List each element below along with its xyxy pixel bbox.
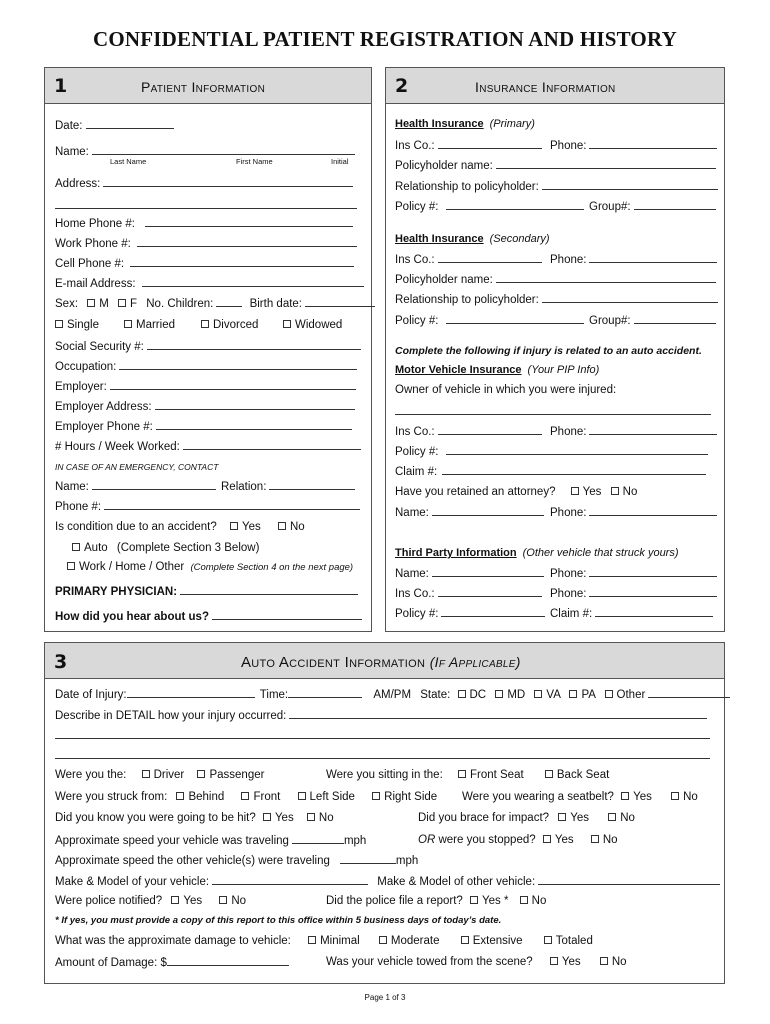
accident-no-label: No — [289, 521, 305, 533]
emergency-name-label: Name: — [55, 481, 89, 493]
primary-physician-field[interactable] — [180, 585, 358, 595]
group-label: Group#: — [589, 201, 631, 213]
speed-other-field[interactable] — [340, 854, 396, 864]
police-report-no-label: No — [531, 895, 547, 907]
phone-label: Phone: — [550, 568, 587, 580]
know-hit-no-label: No — [318, 812, 334, 824]
minimal-label: Minimal — [320, 935, 360, 947]
front-seat-checkbox[interactable] — [458, 770, 466, 778]
police-report-label: Did the police file a report? — [326, 895, 463, 907]
group-field-2[interactable] — [634, 314, 716, 324]
widowed-checkbox[interactable] — [283, 320, 291, 328]
know-hit-yes-label: Yes — [274, 812, 294, 824]
speed-you-field[interactable] — [292, 834, 344, 844]
police-report-yes-checkbox[interactable] — [470, 896, 478, 904]
address-line2-field[interactable] — [55, 199, 357, 209]
policy-label: Policy #: — [395, 315, 439, 327]
attorney-question: Have you retained an attorney? — [395, 486, 556, 498]
third-policy-field[interactable] — [441, 607, 545, 617]
attorney-no-checkbox[interactable] — [611, 487, 619, 495]
relationship-label: Relationship to policyholder: — [395, 294, 539, 306]
describe-field[interactable] — [289, 709, 707, 719]
third-phone-field-2[interactable] — [589, 587, 717, 597]
accident-question: Is condition due to an accident? — [55, 521, 217, 533]
seatbelt-no-label: No — [683, 791, 698, 803]
policy-field-1[interactable] — [446, 200, 584, 210]
attorney-yes-checkbox[interactable] — [571, 487, 579, 495]
email-label: E-mail Address: — [55, 278, 136, 290]
motor-vehicle-insurance-heading: Motor Vehicle Insurance — [395, 364, 522, 376]
ins-co-field-3[interactable] — [438, 425, 542, 435]
extensive-checkbox[interactable] — [461, 936, 469, 944]
auto-accident-note: Complete the following if injury is related to an auto accident. — [395, 345, 702, 357]
single-checkbox[interactable] — [55, 320, 63, 328]
extensive-label: Extensive — [472, 935, 523, 947]
damage-amount-field[interactable] — [167, 956, 289, 966]
seatbelt-label: Were you wearing a seatbelt? — [462, 791, 614, 803]
employer-field[interactable] — [110, 380, 356, 390]
last-name-caption: Last Name — [110, 157, 147, 166]
section-title — [241, 654, 521, 671]
know-hit-label: Did you know you were going to be hit? — [55, 812, 256, 824]
occupation-label: Occupation: — [55, 361, 117, 373]
work-home-other-label: Work / Home / Other — [79, 561, 185, 573]
driver-checkbox[interactable] — [142, 770, 150, 778]
seatbelt-no-checkbox[interactable] — [671, 792, 679, 800]
pip-label: (Your PIP Info) — [527, 364, 600, 376]
phone-label: Phone: — [550, 588, 587, 600]
employer-phone-label: Employer Phone #: — [55, 421, 153, 433]
emergency-phone-field[interactable] — [104, 500, 360, 510]
phone-label: Phone: — [550, 426, 587, 438]
auto-label: Auto — [84, 542, 108, 554]
damage-question: What was the approximate damage to vehicle: — [55, 935, 291, 947]
emergency-phone-label: Phone #: — [55, 501, 102, 513]
emergency-heading: IN CASE OF AN EMERGENCY, CONTACT — [55, 462, 219, 472]
state-pa-label: PA — [581, 689, 596, 701]
date-label: Date: — [55, 120, 83, 132]
driver-label: Driver — [153, 769, 185, 781]
make-model-field[interactable] — [212, 875, 368, 885]
attorney-no-label: No — [622, 486, 638, 498]
towed-yes-checkbox[interactable] — [550, 957, 558, 965]
married-label: Married — [136, 319, 175, 331]
make-model-label: Make & Model of your vehicle: — [55, 876, 210, 888]
make-model-other-label: Make & Model of other vehicle: — [377, 876, 536, 888]
towed-yes-label: Yes — [561, 956, 581, 968]
totaled-label: Totaled — [555, 935, 593, 947]
attorney-phone-field[interactable] — [589, 506, 717, 516]
married-checkbox[interactable] — [124, 320, 132, 328]
widowed-label: Widowed — [295, 319, 343, 331]
describe-label: Describe in DETAIL how your injury occurred: — [55, 710, 287, 722]
health-insurance-secondary-heading: Health Insurance — [395, 233, 484, 245]
police-report-no-checkbox[interactable] — [520, 896, 528, 904]
struck-from-label: Were you struck from: — [55, 791, 168, 803]
attorney-name-field[interactable] — [432, 506, 544, 516]
front-label: Front — [253, 791, 281, 803]
ssn-field[interactable] — [147, 340, 361, 350]
first-name-caption: First Name — [236, 157, 273, 166]
police-notified-label: Were police notified? — [55, 895, 163, 907]
police-yes-label: Yes — [183, 895, 203, 907]
sex-label: Sex: — [55, 298, 79, 310]
mph-label: mph — [395, 855, 419, 867]
policy-field-3[interactable] — [446, 445, 708, 455]
third-phone-field[interactable] — [589, 567, 717, 577]
brace-yes-label: Yes — [570, 812, 590, 824]
attorney-name-label: Name: — [395, 507, 429, 519]
right-side-checkbox[interactable] — [372, 792, 380, 800]
brace-no-checkbox[interactable] — [608, 813, 616, 821]
relationship-field-2[interactable] — [542, 293, 718, 303]
employer-phone-field[interactable] — [156, 420, 352, 430]
stopped-label: were you stopped? — [438, 834, 536, 846]
towed-no-label: No — [611, 956, 627, 968]
policyholder-field-1[interactable] — [496, 159, 716, 169]
sex-m-checkbox[interactable] — [87, 299, 95, 307]
accident-no-checkbox[interactable] — [278, 522, 286, 530]
work-home-other-checkbox[interactable] — [67, 562, 75, 570]
cell-phone-label: Cell Phone #: — [55, 258, 125, 270]
moderate-checkbox[interactable] — [379, 936, 387, 944]
auto-checkbox[interactable] — [72, 543, 80, 551]
policyholder-field-2[interactable] — [496, 273, 716, 283]
policyholder-label: Policyholder name: — [395, 274, 493, 286]
section-number: 3 — [54, 651, 68, 673]
emergency-relation-field[interactable] — [269, 480, 355, 490]
ins-co-label: Ins Co.: — [395, 140, 435, 152]
secondary-label: (Secondary) — [489, 233, 550, 245]
state-pa-checkbox[interactable] — [569, 690, 577, 698]
make-model-other-field[interactable] — [538, 875, 720, 885]
ampm-label: AM/PM — [373, 689, 412, 701]
sex-m-label: M — [99, 298, 109, 310]
auto-note: (Complete Section 3 Below) — [116, 542, 260, 554]
behind-label: Behind — [188, 791, 225, 803]
passenger-checkbox[interactable] — [197, 770, 205, 778]
front-checkbox[interactable] — [241, 792, 249, 800]
state-label: State: — [420, 689, 451, 701]
section-number: 2 — [395, 75, 409, 97]
policy-label: Policy #: — [395, 446, 439, 458]
ins-co-field-1[interactable] — [438, 139, 542, 149]
brace-no-label: No — [620, 812, 635, 824]
children-label: No. Children: — [146, 298, 214, 310]
emergency-relation-label: Relation: — [221, 481, 267, 493]
divorced-label: Divorced — [213, 319, 259, 331]
phone-label: Phone: — [550, 507, 587, 519]
totaled-checkbox[interactable] — [544, 936, 552, 944]
ssn-label: Social Security #: — [55, 341, 144, 353]
state-other-field[interactable] — [648, 688, 730, 698]
sex-f-checkbox[interactable] — [118, 299, 126, 307]
state-other-label: Other — [616, 689, 646, 701]
relationship-label: Relationship to policyholder: — [395, 181, 539, 193]
sitting-label: Were you sitting in the: — [326, 769, 443, 781]
primary-physician-label: PRIMARY PHYSICIAN: — [55, 586, 178, 598]
back-seat-checkbox[interactable] — [545, 770, 553, 778]
stopped-yes-label: Yes — [554, 834, 574, 846]
time-label: Time: — [259, 689, 289, 701]
employer-address-field[interactable] — [155, 400, 355, 410]
were-you-label: Were you the: — [55, 769, 127, 781]
claim-field[interactable] — [442, 465, 706, 475]
work-phone-field[interactable] — [137, 237, 357, 247]
group-field-1[interactable] — [634, 200, 716, 210]
phone-label: Phone: — [550, 254, 587, 266]
seatbelt-yes-label: Yes — [633, 791, 652, 803]
accident-yes-label: Yes — [241, 521, 261, 533]
third-ins-co-field[interactable] — [438, 587, 542, 597]
section-title-note: (If Applicable) — [429, 654, 521, 670]
cell-phone-field[interactable] — [130, 257, 354, 267]
single-label: Single — [67, 319, 99, 331]
ins-co-label: Ins Co.: — [395, 588, 435, 600]
page-number: Page 1 of 3 — [364, 993, 406, 1002]
sex-f-label: F — [130, 298, 138, 310]
state-dc-checkbox[interactable] — [458, 690, 466, 698]
policy-label: Policy #: — [395, 608, 439, 620]
emergency-name-field[interactable] — [92, 480, 216, 490]
children-field[interactable] — [216, 297, 242, 307]
work-note: (Complete Section 4 on the next page) — [190, 562, 354, 573]
know-hit-no-checkbox[interactable] — [307, 813, 315, 821]
policy-label: Policy #: — [395, 201, 439, 213]
section-header — [386, 68, 724, 104]
attorney-yes-label: Yes — [582, 486, 602, 498]
relationship-field-1[interactable] — [542, 180, 718, 190]
mph-label: mph — [343, 835, 367, 847]
third-name-field[interactable] — [432, 567, 544, 577]
birth-date-field[interactable] — [305, 297, 375, 307]
left-side-checkbox[interactable] — [298, 792, 306, 800]
section-title: Patient Information — [141, 79, 266, 95]
third-party-note: (Other vehicle that struck yours) — [522, 547, 679, 559]
towed-label: Was your vehicle towed from the scene? — [326, 956, 533, 968]
speed-you-label: Approximate speed your vehicle was traveling — [55, 835, 289, 847]
state-dc-label: DC — [469, 689, 487, 701]
brace-label: Did you brace for impact? — [418, 812, 550, 824]
claim-label: Claim #: — [550, 608, 593, 620]
state-va-checkbox[interactable] — [534, 690, 542, 698]
section-title-text: Auto Accident Information — [241, 654, 426, 671]
state-md-label: MD — [507, 689, 526, 701]
police-report-note: * If yes, you must provide a copy of this report to this office within 5 business days of today’s date. — [55, 915, 502, 926]
back-seat-label: Back Seat — [556, 769, 610, 781]
group-label: Group#: — [589, 315, 631, 327]
home-phone-field[interactable] — [145, 217, 353, 227]
date-field[interactable] — [86, 119, 174, 129]
third-name-label: Name: — [395, 568, 429, 580]
home-phone-label: Home Phone #: — [55, 218, 135, 230]
or-label: OR — [418, 834, 436, 846]
stopped-yes-checkbox[interactable] — [543, 835, 551, 843]
time-field[interactable] — [288, 688, 362, 698]
left-side-label: Left Side — [309, 791, 355, 803]
front-seat-label: Front Seat — [469, 769, 524, 781]
stopped-no-label: No — [602, 834, 618, 846]
stopped-no-checkbox[interactable] — [591, 835, 599, 843]
section-header — [45, 643, 724, 679]
address-label: Address: — [55, 178, 101, 190]
name-label: Name: — [55, 146, 89, 158]
work-phone-label: Work Phone #: — [55, 238, 131, 250]
know-hit-yes-checkbox[interactable] — [263, 813, 271, 821]
owner-label: Owner of vehicle in which you were injured: — [395, 384, 617, 396]
divorced-checkbox[interactable] — [201, 320, 209, 328]
moderate-label: Moderate — [390, 935, 440, 947]
ins-co-label: Ins Co.: — [395, 254, 435, 266]
describe-line-3[interactable] — [55, 749, 710, 759]
owner-field[interactable] — [395, 405, 711, 415]
phone-label: Phone: — [550, 140, 587, 152]
address-field[interactable] — [103, 177, 353, 187]
ins-co-field-2[interactable] — [438, 253, 542, 263]
behind-checkbox[interactable] — [176, 792, 184, 800]
initial-caption: Initial — [331, 157, 349, 166]
state-va-label: VA — [546, 689, 561, 701]
hours-field[interactable] — [183, 440, 361, 450]
section-number: 1 — [54, 75, 68, 97]
phone-field-2[interactable] — [589, 253, 717, 263]
passenger-label: Passenger — [209, 769, 265, 781]
email-field[interactable] — [142, 277, 364, 287]
hear-about-label: How did you hear about us? — [55, 611, 209, 623]
phone-field-3[interactable] — [589, 425, 717, 435]
date-of-injury-label: Date of Injury: — [55, 689, 127, 701]
describe-line-2[interactable] — [55, 729, 710, 739]
police-report-yes-label: Yes * — [482, 895, 509, 907]
third-claim-field[interactable] — [595, 607, 713, 617]
police-yes-checkbox[interactable] — [171, 896, 179, 904]
form-title: CONFIDENTIAL PATIENT REGISTRATION AND HISTORY — [93, 27, 677, 51]
police-no-checkbox[interactable] — [219, 896, 227, 904]
section-header — [45, 68, 371, 104]
policyholder-label: Policyholder name: — [395, 160, 493, 172]
right-side-label: Right Side — [384, 791, 438, 803]
state-md-checkbox[interactable] — [495, 690, 503, 698]
hear-about-field[interactable] — [212, 610, 362, 620]
third-party-heading: Third Party Information — [395, 547, 517, 559]
date-of-injury-field[interactable] — [127, 688, 255, 698]
primary-label: (Primary) — [489, 118, 535, 130]
employer-address-label: Employer Address: — [55, 401, 152, 413]
towed-no-checkbox[interactable] — [600, 957, 608, 965]
birth-date-label: Birth date: — [249, 298, 302, 310]
section-title: Insurance Information — [475, 79, 616, 95]
name-field[interactable] — [92, 145, 355, 155]
state-other-checkbox[interactable] — [605, 690, 613, 698]
accident-yes-checkbox[interactable] — [230, 522, 238, 530]
ins-co-label: Ins Co.: — [395, 426, 435, 438]
brace-yes-checkbox[interactable] — [558, 813, 566, 821]
phone-field-1[interactable] — [589, 139, 717, 149]
policy-field-2[interactable] — [446, 314, 584, 324]
damage-amount-label: Amount of Damage: $ — [55, 957, 167, 969]
claim-label: Claim #: — [395, 466, 438, 478]
seatbelt-yes-checkbox[interactable] — [621, 792, 629, 800]
occupation-field[interactable] — [119, 360, 357, 370]
police-no-label: No — [231, 895, 247, 907]
speed-other-label: Approximate speed the other vehicle(s) were traveling — [55, 855, 330, 867]
hours-label: # Hours / Week Worked: — [55, 441, 180, 453]
employer-label: Employer: — [55, 381, 107, 393]
minimal-checkbox[interactable] — [308, 936, 316, 944]
health-insurance-primary-heading: Health Insurance — [395, 118, 484, 130]
